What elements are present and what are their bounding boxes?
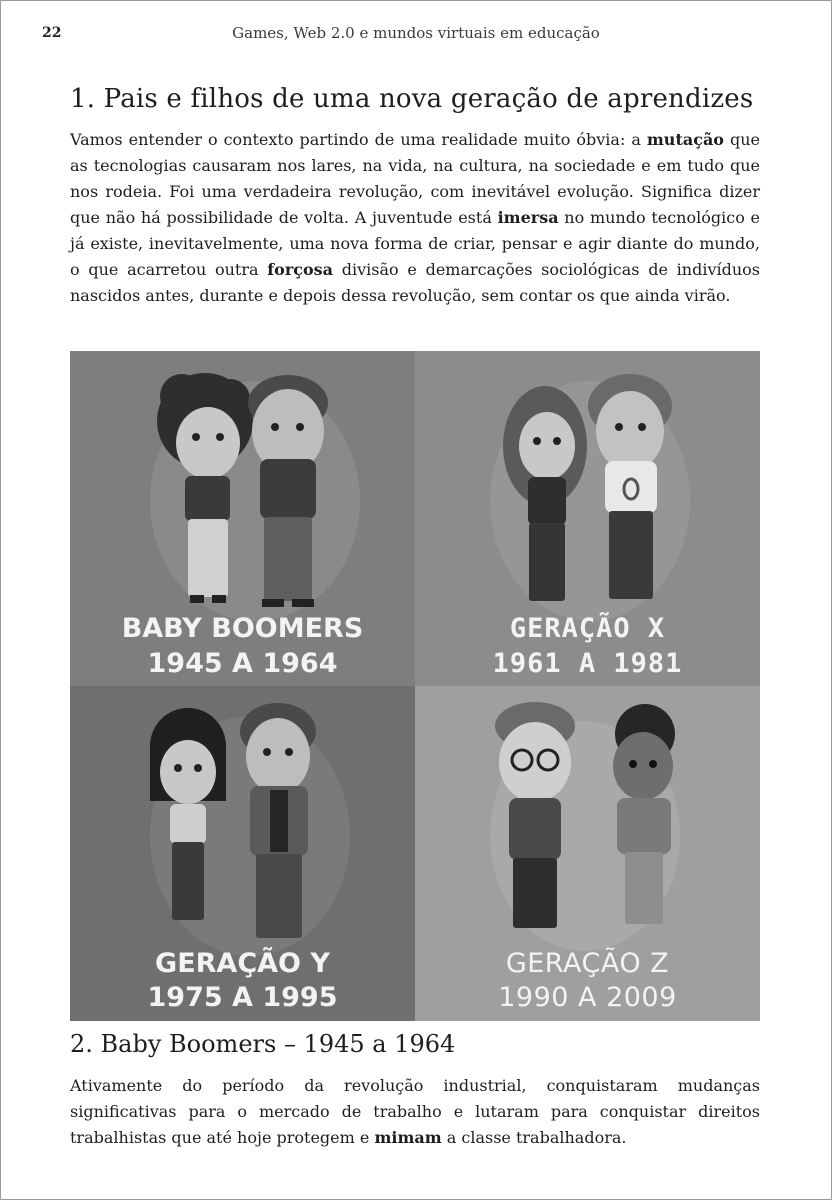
generation-name: GERAÇÃO Y	[155, 948, 330, 979]
quadrant-geracao-y	[70, 686, 415, 1021]
text-run: divisão e demarcações sociológicas de indivíduos nascidos antes, durante e depois dessa revolução, sem contar os que ainda virão.	[70, 260, 761, 305]
section-1-heading: 1. Pais e filhos de uma nova geração de aprendizes	[70, 84, 754, 114]
generations-figure	[70, 351, 760, 1021]
generation-name: BABY BOOMERS	[121, 613, 364, 644]
section-1-paragraph	[70, 127, 760, 309]
bold-term-mutacao: mutação	[646, 130, 724, 149]
section-2-heading: 2. Baby Boomers – 1945 a 1964	[70, 1030, 456, 1058]
running-title: Games, Web 2.0 e mundos virtuais em educação	[232, 24, 600, 42]
generation-years: 1990 A 2009	[498, 982, 677, 1013]
generation-years: 1975 A 1995	[147, 982, 338, 1013]
bold-term-imersa: imersa	[497, 208, 559, 227]
bold-term-mimam: mimam	[374, 1128, 442, 1147]
text-run: a classe trabalhadora.	[441, 1128, 627, 1147]
page-header	[0, 22, 832, 44]
text-run: Vamos entender o contexto partindo de uma realidade muito óbvia: a	[70, 130, 647, 149]
quadrant-baby-boomers	[70, 351, 415, 686]
bold-term-forcosa: forçosa	[267, 260, 334, 279]
generation-years: 1961 A 1981	[492, 648, 683, 679]
section-2-paragraph	[70, 1073, 760, 1151]
quadrant-geracao-x	[415, 351, 760, 686]
text-run: no mundo tecnológico e já existe, inevitavelmente, uma nova forma de criar, pensar e agir diante do mundo, o que acarretou outra	[70, 208, 761, 279]
generation-years: 1945 A 1964	[147, 648, 338, 679]
page-number: 22	[42, 25, 62, 41]
generation-name: GERAÇÃO X	[509, 613, 666, 644]
generation-name: GERAÇÃO Z	[505, 948, 670, 979]
quadrant-geracao-z	[415, 686, 760, 1021]
text-run: Ativamente do período da revolução industrial, conquistaram mudanças significativas para o mercado de trabalho e lutaram para conquistar direitos trabalhistas que até hoje protegem e	[70, 1076, 760, 1147]
text-run: que as tecnologias causaram nos lares, na vida, na cultura, na sociedade e em tudo que nos rodeia. Foi uma verdadeira revolução, com inevitável evolução. Significa dizer que não há possibilidade de volta. A juventude está	[70, 130, 760, 227]
